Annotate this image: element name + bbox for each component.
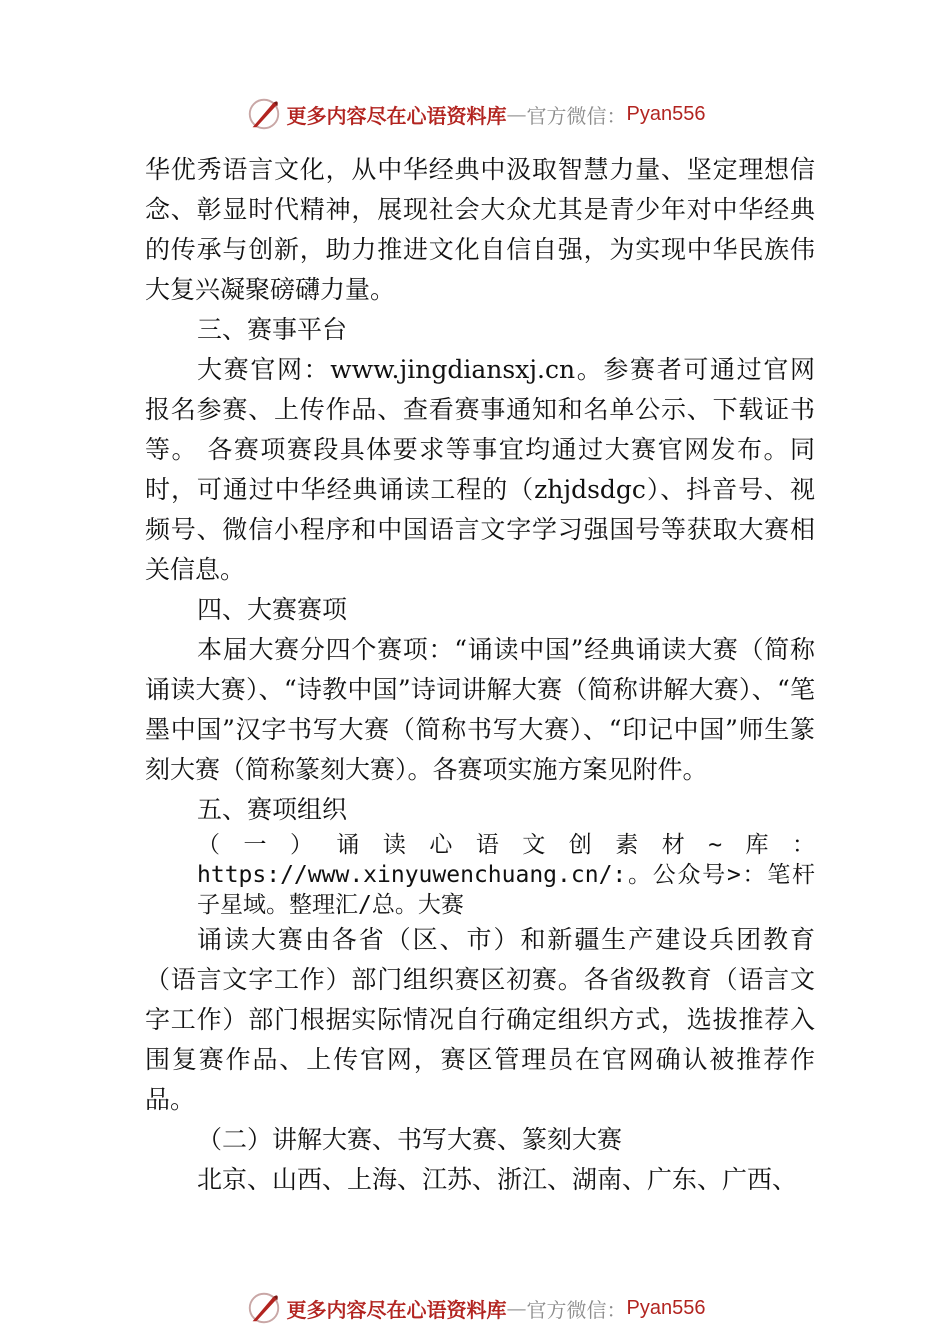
document-body [145, 150, 815, 1200]
paragraph-intro-continuation: 华优秀语言文化，从中华经典中汲取智慧力量、坚定理想信念、彰显时代精神，展现社会大众尤其是青少年对中华经典的传承与创新，助力推进文化自信自强，为实现中华民族伟大复兴凝聚磅礴力量。 [145, 155, 815, 304]
banner-dash: — [506, 102, 527, 126]
brand-text: 更多内容尽在心语资料库 [286, 1297, 507, 1322]
brand-text: 更多内容尽在心语资料库 [286, 103, 507, 128]
section-heading-3: 三、赛事平台 [197, 315, 348, 344]
section-heading-5: 五、赛项组织 [197, 795, 348, 824]
wechat-label: 官方微信： [526, 1297, 627, 1322]
paragraph-events: 本届大赛分四个赛项：“诵读中国”经典诵读大赛（简称诵读大赛）、“诗教中国”诗词讲解大赛（简称讲解大赛）、“笔墨中国”汉字书写大赛（简称书写大赛）、“印记中国”师生篆刻大赛（简称篆刻大赛）。各赛项实施方案见附件。 [145, 635, 815, 784]
section-heading-4: 四、大赛赛项 [197, 595, 348, 624]
paragraph-provinces: 北京、山西、上海、江苏、浙江、湖南、广东、广西、 [197, 1165, 798, 1194]
footer-banner [0, 1286, 950, 1330]
subheading-2: （二）讲解大赛、书写大赛、篆刻大赛 [197, 1125, 623, 1154]
quill-logo-icon [245, 95, 283, 133]
header-banner [0, 92, 950, 136]
subheading-1-watermark: （一）诵读心语文创素材~库：https://www.xinyuwenchuang.cn/:。公众号>：笔杆子星域。整理汇/总。大赛 [197, 832, 815, 918]
wechat-id: Pyan556 [626, 102, 706, 125]
quill-logo-icon [245, 1289, 283, 1327]
paragraph-platform: 大赛官网：www.jingdiansxj.cn。参赛者可通过官网报名参赛、上传作品、查看赛事通知和名单公示、下载证书等。 各赛项赛段具体要求等事宜均通过大赛官网发布。同时，可通过中华经典诵读工程的（zhjdsdgc）、抖音号、视频号、微信小程序和中国语言文字学习强国号等获取大赛相关信息。 [145, 355, 815, 584]
banner-dash: — [506, 1296, 527, 1320]
wechat-label: 官方微信： [526, 103, 627, 128]
paragraph-recitation-org: 诵读大赛由各省（区、市）和新疆生产建设兵团教育（语言文字工作）部门组织赛区初赛。各省级教育（语言文字工作）部门根据实际情况自行确定组织方式，选拔推荐入围复赛作品、上传官网，赛区管理员在官网确认被推荐作品。 [145, 925, 815, 1114]
wechat-id: Pyan556 [626, 1296, 706, 1319]
